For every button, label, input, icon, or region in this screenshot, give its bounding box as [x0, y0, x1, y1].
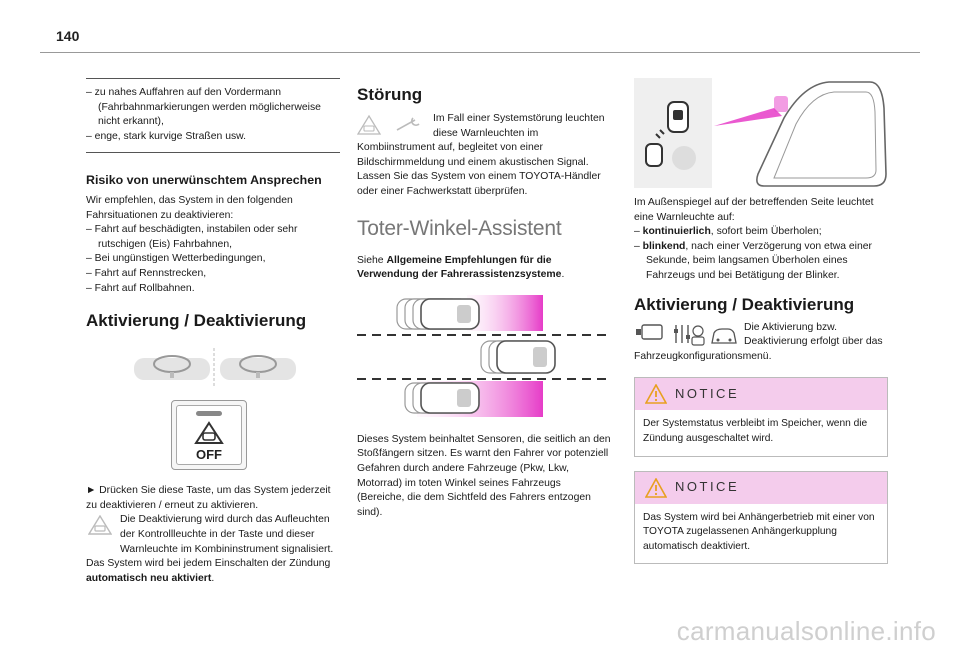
see-reference — [357, 254, 611, 283]
indicator-paragraph — [86, 513, 340, 557]
blind-spot-car-icon — [194, 421, 224, 445]
column-right — [634, 78, 888, 564]
continued-list-box — [86, 78, 340, 153]
mirror-item-1-bold: kontinuierlich — [642, 226, 711, 238]
press-instruction: ► Drücken Sie diese Taste, um das System jederzeit zu deaktivieren / erneut zu aktivieren. — [86, 485, 331, 511]
warning-triangle-icon — [645, 384, 667, 404]
activation-paragraph — [634, 321, 888, 365]
footer-watermark: carmanualsonline.info — [676, 616, 936, 646]
mirror-item-2: – blinkend, nach einer Verzögerung von etwa einer Sekunde, beim langsamen Überholen eines Fahrzeugs und bei Betätigung der Blinker. — [634, 240, 872, 281]
see-text: Siehe — [357, 254, 387, 266]
indicator-lamp — [196, 411, 222, 416]
column-left — [86, 78, 340, 586]
restart-text — [86, 557, 340, 586]
notice-1-title: NOTICE — [675, 386, 740, 402]
restart-text-start: Das System wird bei jedem Einschalten der Zündung — [86, 558, 331, 570]
risk-item-1: – Fahrt auf beschädigten, instabilen oder sehr rutschigen (Eis) Fahrbahnen, — [86, 224, 298, 250]
see-end: . — [561, 269, 565, 281]
activation-heading-right: Aktivierung / Deaktivierung — [634, 294, 855, 314]
notice-2-title: NOTICE — [675, 479, 740, 495]
activation-text: Die Aktivierung bzw. Deaktivierung erfolgt über das Fahrzeugkonfigurationsmenü. — [634, 321, 883, 362]
dashboard-illustration — [86, 346, 340, 388]
indicator-text: Die Deaktivierung wird durch das Aufleuchten der Kontrollleuchte in der Taste und dieser Warnleuchte im Kombininstrument signalisiert. — [120, 514, 334, 555]
bsm-off-button[interactable] — [171, 400, 247, 470]
mirror-item-1: – kontinuierlich, sofort beim Überholen; — [634, 226, 822, 238]
fault-text: Im Fall einer Systemstörung leuchten diese Warnleuchten im Kombiinstrument auf, begleitet von einer Bildschirmmeldung und einem akustischen Signal. Lassen Sie das System von einem TOYOTA-Händler oder einer Fachwerkstatt überprüfen. — [357, 113, 605, 197]
notice-box-2 — [634, 471, 888, 565]
bsm-heading: Toter-Winkel-Assistent — [357, 216, 562, 240]
mirror-item-1-rest: , sofort beim Überholen; — [710, 226, 822, 238]
box-line-2: – enge, stark kurvige Straßen usw. — [86, 130, 246, 142]
sensor-text: Dieses System beinhaltet Sensoren, die seitlich an den Stoßfängern sitzen. Es warnt den Fahrer vor potenziell Gefahren durch andere Fahrzeuge (Pkw, Lkw, Motorrad) im toten Winkel seines Fahrzeugs (Bereiche, die dem Sichtfeld des Fahrers entzogen sind). — [357, 433, 611, 518]
risk-item-2: – Bei ungünstigen Wetterbedingungen, — [86, 253, 266, 265]
notice-box-1 — [634, 377, 888, 456]
restart-text-end: . — [211, 572, 215, 584]
mirror-item-2-bold: blinkend — [642, 240, 686, 252]
column-middle — [357, 78, 611, 520]
box-line-1: – zu nahes Auffahren auf den Vordermann (Fahrbahnmarkierungen werden möglicherweise nicht erkannt), — [86, 87, 321, 128]
risk-intro: Wir empfehlen, das System in den folgenden Fahrsituationen zu deaktivieren: — [86, 194, 293, 221]
risk-item-4: – Fahrt auf Rollbahnen. — [86, 282, 195, 294]
header-rule — [40, 52, 920, 53]
mirror-illustration — [634, 78, 888, 188]
page-number: 140 — [56, 28, 80, 44]
steering-wheels-icon — [86, 346, 340, 388]
fault-warning-icons — [357, 114, 427, 136]
see-bold: Allgemeine Empfehlungen für die Verwendung der Fahrerassistenzsysteme — [357, 254, 562, 281]
fault-paragraph — [357, 112, 611, 200]
activation-heading-left: Aktivierung / Deaktivierung — [86, 311, 307, 331]
warning-car-icon — [88, 515, 112, 535]
risk-heading: Risiko von unerwünschtem Ansprechen — [86, 173, 322, 188]
notice-1-header — [635, 378, 887, 410]
mirror-item-2-rest: , nach einer Verzögerung von etwa einer Sekunde, beim langsamen Überholen eines Fahrzeugs und bei Betätigung der Blinker. — [646, 240, 872, 281]
notice-2-header — [635, 472, 887, 504]
notice-1-text: Der Systemstatus verbleibt im Speicher, wenn die Zündung ausgeschaltet wird. — [643, 418, 868, 444]
blind-spot-diagram — [357, 293, 611, 421]
risk-item-3: – Fahrt auf Rennstrecken, — [86, 267, 207, 279]
fault-heading: Störung — [357, 85, 423, 104]
mirror-text: Im Außenspiegel auf der betreffenden Seite leuchtet eine Warnleuchte auf: — [634, 197, 874, 223]
restart-text-bold: automatisch neu aktiviert — [86, 572, 212, 584]
menu-icons — [634, 321, 738, 347]
warning-triangle-icon — [645, 478, 667, 498]
notice-2-text: Das System wird bei Anhängerbetrieb mit einer von TOYOTA zugelassenen Anhängerkupplung automatisch deaktiviert. — [643, 511, 875, 552]
off-label: OFF — [196, 447, 222, 463]
